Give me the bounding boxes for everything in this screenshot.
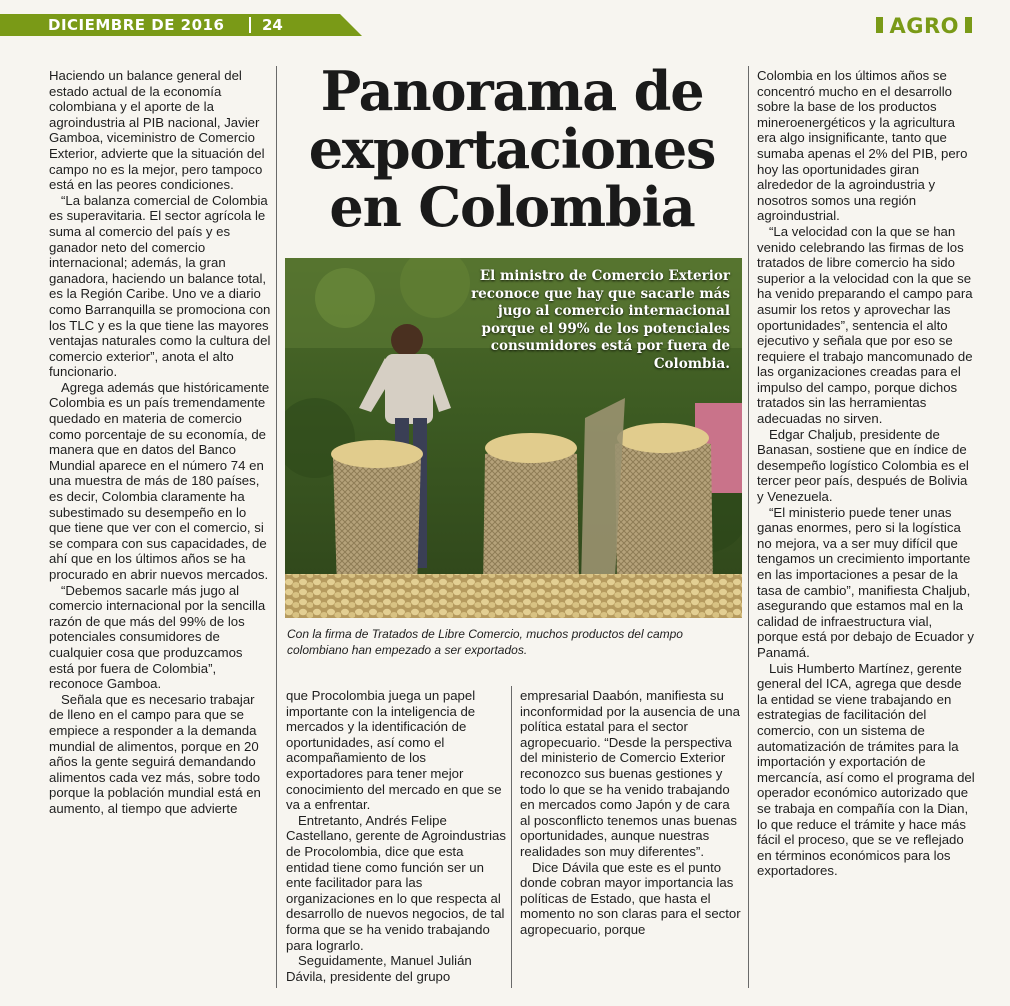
paragraph: “Debemos sacarle más jugo al comercio internacional por la sencilla razón de que más del 99% de los potenciales consumidores de cualquier cosa que produzcamos está por fuera de Colombia”, reconoce Gamboa.: [49, 582, 266, 692]
article-column-4: [757, 68, 975, 879]
paragraph: Dice Dávila que este es el punto donde cobran mayor importancia las políticas de Estado, que hasta el momento no son claras para el sector agropecuario, porque: [520, 859, 741, 937]
paragraph: empresarial Daabón, manifiesta su inconformidad por la ausencia de una política estatal para el sector agropecuario. “Desde la perspectiva del ministerio de Comercio Exterior reconozco sus buenas gestiones y todo lo que se ha venido trabajando en mercados como Japón y de cara al posconflicto tenemos unas buenas oportunidades, aunque nuestras realidades son muy diferentes”.: [520, 688, 740, 859]
section-marker-left: [876, 17, 883, 33]
section-label: AGRO: [889, 14, 959, 38]
article-column-3: [520, 688, 742, 938]
article-column-2: [286, 688, 506, 984]
column-divider: [748, 66, 749, 988]
paragraph: “El ministerio puede tener unas ganas enormes, pero si la logística no mejora, va a ser muy difícil que tengamos un crecimiento importante en las importaciones a pesar de la tasa de cambio”, manifiesta Chaljub, asegurando que estamos mal en la calidad de infraestructura vial, porque está por debajo de Ecuador y Panamá.: [757, 504, 975, 660]
paragraph: Haciendo un balance general del estado actual de la economía colombiana y el aporte de la agroindustria al PIB nacional, Javier Gamboa, viceministro de Comercio Exterior, advierte que la situación del campo no es la mejor, pero tampoco está en las peores condiciones.: [49, 68, 265, 193]
section-marker-right: [965, 17, 972, 33]
paragraph: Seguidamente, Manuel Julián Dávila, presidente del grupo: [286, 953, 472, 984]
column-divider: [276, 66, 277, 988]
article-column-1: [49, 68, 271, 817]
paragraph: Señala que es necesario trabajar de lleno en el campo para que se empiece a responder a la demanda mundial de alimentos, porque en 20 años la gente seguirá demandando alimentos cada vez más, sobre todo porque la población mundial está en aumento, al tiempo que advierte: [49, 691, 261, 816]
paragraph: que Procolombia juega un papel importante con la inteligencia de mercados y la identificación de oportunidades, así como el acompañamiento de los exportadores para tener mejor conocimiento del mercado en que se va a enfrentar.: [286, 688, 502, 813]
issue-date: DICIEMBRE DE 2016: [48, 16, 225, 34]
article-photo: [285, 258, 742, 618]
section-label-block: [870, 14, 978, 38]
paragraph: Edgar Chaljub, presidente de Banasan, sostiene que en índice de desempeño logístico Colombia es el tercer peor país, después de Bolivia y Venezuela.: [757, 426, 969, 505]
paragraph: Luis Humberto Martínez, gerente general del ICA, agrega que desde la entidad se viene trabajando en estrategias de facilitación del comercio, con un sistema de automatización de trámites para la importación y exportación de mercancía, así como el programa del operador económico autorizado que se trabaja en compañía con la Dian, lo que reduce el trámite y hace más fácil el proceso, que se ve reflejado en términos económicos para los exportadores.: [757, 660, 975, 879]
paragraph: Agrega además que históricamente Colombia es un país tremendamente quedado en materia de comercio como porcentaje de su economía, de manera que en datos del Banco Mundial aparece en el número 74 en una muestra de más de 180 países, es decir, Colombia claramente ha subestimado su desempeño en lo que tiene que ver con el comercio, si se compara con sus capacidades, de ahí que en los últimos años se ha procurado en abrir nuevos mercados.: [49, 379, 270, 582]
date-banner: [0, 14, 365, 36]
column-divider: [511, 686, 512, 988]
article-headline: Panorama de exportaciones en Colombia: [308, 59, 716, 239]
pull-quote: El ministro de Comercio Exterior reconoce que hay que sacarle más jugo al comercio internacional porque el 99% de los potenciales consumidores está por fuera de Colombia.: [471, 268, 730, 372]
paragraph: “La balanza comercial de Colombia es superavitaria. El sector agrícola le suma al comercio del país y es ganador neto del comercio internacional; además, la gran ganadora, haciendo un balance total, es la Región Caribe. Uno ve a diario como Barranquilla se promociona con los TLC y es la que tiene las mayores ventajas naturales como la cultura del comercio exterior”, anota el alto funcionario.: [49, 192, 271, 380]
paragraph: “La velocidad con la que se han venido celebrando las firmas de los tratados de libre comercio ha sido superior a la velocidad con la que se ha venido preparando el campo para asumir los retos y aprovechar las oportunidades”, sentencia el alto ejecutivo y señala que por eso se requiere el trabajo mancomunado de las organizaciones creadas para el impulso del campo, porque dichos tratados sin las herramientas adecuadas no sirven.: [757, 223, 973, 427]
photo-caption: Con la firma de Tratados de Libre Comercio, muchos productos del campo colombiano han empezado a ser exportados.: [287, 627, 683, 657]
paragraph: Colombia en los últimos años se concentró mucho en el desarrollo sobre la base de los productos mineroenergéticos y la agricultura era algo insignificante, tanto que sumaba apenas el 2% del PIB, pero hoy las oportunidades giran alrededor de la agroindustria y nosotros somos una región agroindustrial.: [757, 68, 968, 224]
page-number: 24: [262, 16, 283, 34]
paragraph: Entretanto, Andrés Felipe Castellano, gerente de Agroindustrias de Procolombia, dice que esta entidad tiene como función ser un ente facilitador para las organizaciones en lo que respecta al desarrollo de nuevos negocios, de tal forma que se ha venido trabajando para lograrlo.: [286, 812, 506, 953]
